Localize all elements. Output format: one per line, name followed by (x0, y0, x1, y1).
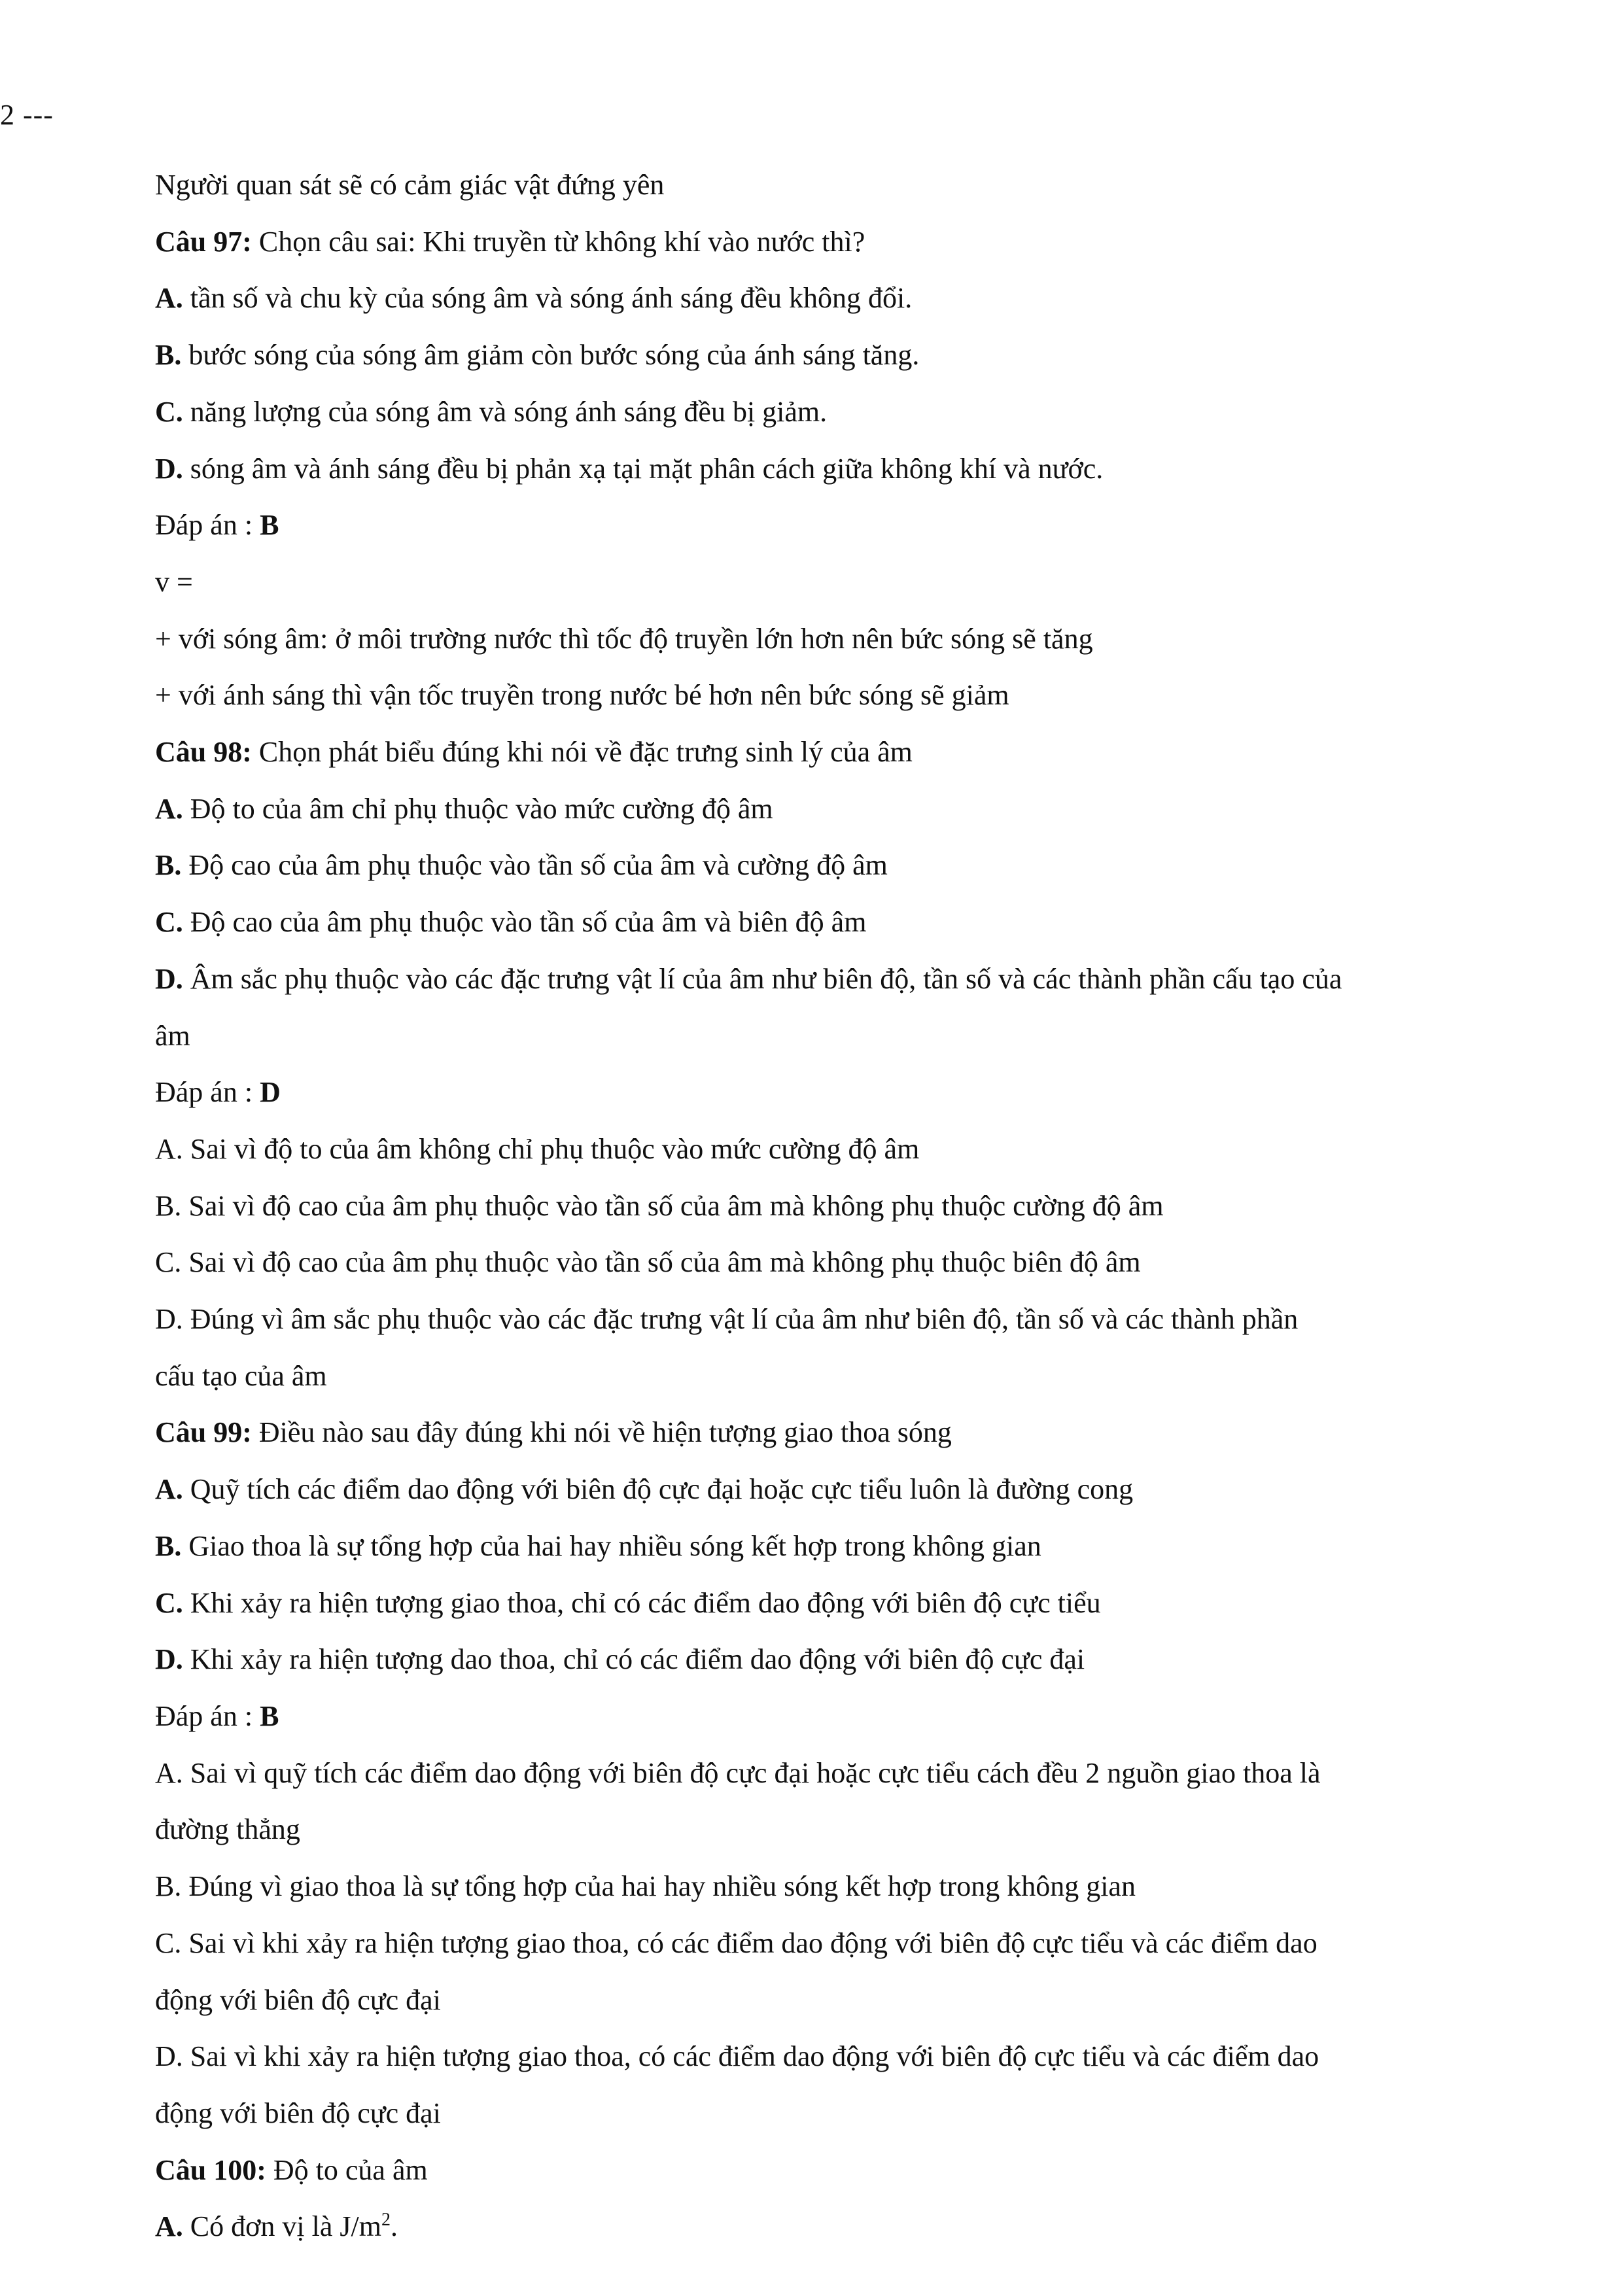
option-letter: D. (155, 1643, 183, 1676)
question-99 (155, 1404, 1476, 1461)
question-97 (155, 214, 1476, 271)
option-a (155, 1461, 1476, 1518)
option-text: Có đơn vị là J/m (183, 2210, 381, 2243)
explanation-line: v = (155, 565, 193, 598)
question-100 (155, 2142, 1476, 2199)
answer-value: D (260, 1076, 281, 1109)
option-text: năng lượng của sóng âm và sóng ánh sáng đều bị giảm. (183, 395, 828, 428)
option-letter: A. (155, 1473, 183, 1506)
option-letter: D. (155, 452, 183, 485)
option-letter: C. (155, 395, 183, 428)
question-label: Câu 97: (155, 225, 252, 258)
option-d (155, 951, 1476, 1008)
option-letter: D. (155, 962, 183, 995)
option-text: Độ to của âm chỉ phụ thuộc vào mức cường độ âm (183, 792, 773, 825)
option-text: bước sóng của sóng âm giảm còn bước sóng của ánh sáng tăng. (181, 339, 920, 372)
answer-value: B (260, 1699, 279, 1732)
option-letter: C. (155, 906, 183, 939)
question-text: Điều nào sau đây đúng khi nói về hiện tượng giao thoa sóng (251, 1416, 952, 1449)
option-a (155, 270, 1476, 327)
explanation-line: cấu tạo của âm (155, 1359, 327, 1392)
explanation-line: C. Sai vì độ cao của âm phụ thuộc vào tần số của âm mà không phụ thuộc biên độ âm (155, 1246, 1141, 1279)
question-text: Chọn câu sai: Khi truyền từ không khí vào nước thì? (251, 225, 865, 258)
explanation-line: A. Sai vì quỹ tích các điểm dao động với biên độ cực đại hoặc cực tiểu cách đều 2 nguồn giao thoa là (155, 1756, 1321, 1789)
option-letter: B. (155, 1529, 182, 1562)
explanation-line: C. Sai vì khi xảy ra hiện tượng giao thoa, có các điểm dao động với biên độ cực tiểu và các điểm dao (155, 1926, 1318, 1959)
question-label: Câu 100: (155, 2153, 266, 2186)
option-end: . (390, 2210, 398, 2243)
option-b (155, 837, 1476, 894)
unit-exponent: 2 (381, 2210, 391, 2231)
option-letter: A. (155, 282, 183, 315)
option-b (155, 1518, 1476, 1575)
explanation-line: + với sóng âm: ở môi trường nước thì tốc độ truyền lớn hơn nên bức sóng sẽ tăng (155, 622, 1093, 655)
question-98 (155, 724, 1476, 781)
explanation-line: D. Sai vì khi xảy ra hiện tượng giao thoa, có các điểm dao động với biên độ cực tiểu và các điểm dao (155, 2040, 1319, 2073)
option-a (155, 2199, 1476, 2255)
option-letter: B. (155, 339, 182, 372)
answer-line (155, 1688, 1476, 1745)
option-text: Giao thoa là sự tổng hợp của hai hay nhiều sóng kết hợp trong không gian (181, 1529, 1041, 1562)
explanation-line: đường thẳng (155, 1813, 300, 1846)
option-letter: B. (155, 849, 182, 882)
option-letter: A. (155, 2210, 183, 2243)
option-text: Khi xảy ra hiện tượng giao thoa, chỉ có các điểm dao động với biên độ cực tiểu (183, 1586, 1101, 1619)
option-d (155, 441, 1476, 498)
option-c (155, 384, 1476, 441)
question-label: Câu 99: (155, 1416, 252, 1449)
option-c (155, 894, 1476, 951)
option-text: Quỹ tích các điểm dao động với biên độ cực đại hoặc cực tiểu luôn là đường cong (183, 1473, 1134, 1506)
explanation-line: động với biên độ cực đại (155, 2096, 441, 2129)
intro-line: Người quan sát sẽ có cảm giác vật đứng yên (155, 169, 665, 201)
answer-label: Đáp án : (155, 509, 260, 542)
explanation-line: động với biên độ cực đại (155, 1983, 441, 2016)
explanation-line: B. Đúng vì giao thoa là sự tổng hợp của hai hay nhiều sóng kết hợp trong không gian (155, 1870, 1136, 1903)
explanation-line: D. Đúng vì âm sắc phụ thuộc vào các đặc trưng vật lí của âm như biên độ, tần số và các thành phần (155, 1303, 1299, 1336)
question-label: Câu 98: (155, 736, 252, 769)
document-body (155, 157, 1476, 2255)
answer-line (155, 497, 1476, 554)
question-text: Độ to của âm (266, 2153, 428, 2186)
option-text: tần số và chu kỳ của sóng âm và sóng ánh sáng đều không đổi. (183, 282, 913, 315)
answer-label: Đáp án : (155, 1699, 260, 1732)
option-d-continuation: âm (155, 1019, 190, 1052)
option-b (155, 327, 1476, 384)
answer-line (155, 1064, 1476, 1121)
question-text: Chọn phát biểu đúng khi nói về đặc trưng sinh lý của âm (251, 736, 913, 769)
option-letter: C. (155, 1586, 183, 1619)
explanation-line: + với ánh sáng thì vận tốc truyền trong nước bé hơn nên bức sóng sẽ giảm (155, 679, 1009, 712)
answer-value: B (260, 509, 279, 542)
option-a (155, 781, 1476, 838)
option-letter: A. (155, 792, 183, 825)
option-text: Độ cao của âm phụ thuộc vào tần số của âm và cường độ âm (181, 849, 888, 882)
explanation-line: B. Sai vì độ cao của âm phụ thuộc vào tần số của âm mà không phụ thuộc cường độ âm (155, 1189, 1164, 1222)
answer-label: Đáp án : (155, 1076, 260, 1109)
explanation-line: A. Sai vì độ to của âm không chỉ phụ thuộc vào mức cường độ âm (155, 1132, 920, 1165)
option-text: Khi xảy ra hiện tượng dao thoa, chỉ có các điểm dao động với biên độ cực đại (183, 1643, 1085, 1676)
page-number-marker: 2 --- (0, 99, 54, 131)
option-c (155, 1575, 1476, 1632)
option-d (155, 1631, 1476, 1688)
option-text: sóng âm và ánh sáng đều bị phản xạ tại mặt phân cách giữa không khí và nước. (183, 452, 1104, 485)
option-text: Âm sắc phụ thuộc vào các đặc trưng vật lí của âm như biên độ, tần số và các thành phần cấu tạo của (183, 962, 1342, 995)
option-text: Độ cao của âm phụ thuộc vào tần số của âm và biên độ âm (183, 906, 867, 939)
